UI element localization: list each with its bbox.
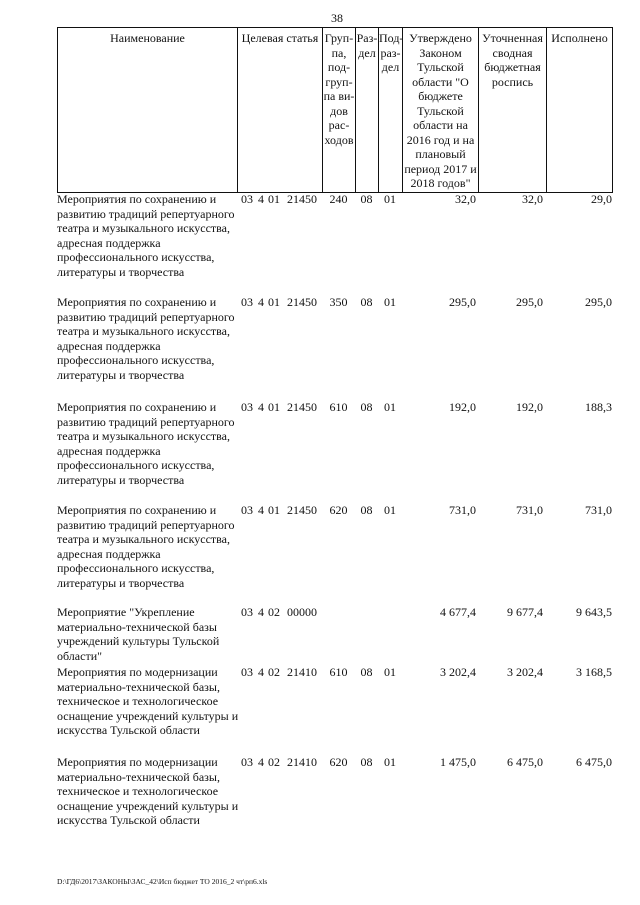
table-row [0,400,640,487]
expense-group: 350 [329,295,348,309]
approved-amount: 295,0 [449,295,476,309]
executed-amount: 9 643,5 [576,605,612,619]
section-code: 08 [360,192,373,206]
subsection-code: 01 [384,755,396,769]
header-subsection: Под- раз- дел [378,28,402,192]
approved-amount: 731,0 [449,503,476,517]
target-article-part: 4 [258,192,264,206]
approved-amount: 32,0 [455,192,476,206]
target-article-part: 01 [268,400,280,414]
footer-file-path: D:\ГД6\2017\ЗАКОНЫ\ЗАС_42\Исп бюджет ТО 2016_2 чт\рп6.xls [57,877,268,886]
target-article-part: 21450 [287,503,317,517]
target-article-part: 4 [258,755,264,769]
approved-amount: 192,0 [449,400,476,414]
approved-amount: 4 677,4 [440,605,476,619]
target-article-part: 03 [241,295,253,309]
refined-amount: 3 202,4 [507,665,543,679]
refined-amount: 9 677,4 [507,605,543,619]
table-row [0,605,640,663]
header-section: Раз- дел [355,28,378,192]
executed-amount: 731,0 [585,503,612,517]
subsection-code: 01 [384,295,396,309]
section-code: 08 [360,503,373,517]
table-row [0,295,640,382]
header-refined: Уточненная сводная бюджетная роспись [478,28,546,192]
refined-amount: 32,0 [522,192,543,206]
table-row [0,665,640,737]
executed-amount: 188,3 [585,400,612,414]
header-executed: Исполнено [546,28,612,192]
row-name: Мероприятия по сохранению и развитию традиций репертуарного театра и музыкального искусства, адресная поддержка профессионального искусства, литературы и творчества [57,503,235,590]
target-article-part: 21410 [287,755,317,769]
table-header [57,27,613,193]
subsection-code: 01 [384,503,396,517]
target-article-part: 21450 [287,400,317,414]
row-name: Мероприятие "Укрепление материально-технической базы учреждений культуры Тульской области" [57,605,220,663]
refined-amount: 295,0 [516,295,543,309]
target-article-part: 4 [258,605,264,619]
row-name: Мероприятия по сохранению и развитию традиций репертуарного театра и музыкального искусства, адресная поддержка профессионального искусства, литературы и творчества [57,295,235,382]
section-code: 08 [360,665,373,679]
target-article-part: 01 [268,503,280,517]
target-article-part: 03 [241,400,253,414]
subsection-code: 01 [384,192,396,206]
target-article-part: 03 [241,605,253,619]
row-name: Мероприятия по модернизации материально-технической базы, техническое и технологическое оснащение учреждений культуры и искусства Тульской области [57,755,239,827]
refined-amount: 6 475,0 [507,755,543,769]
executed-amount: 3 168,5 [576,665,612,679]
target-article-part: 21410 [287,665,317,679]
target-article-part: 02 [268,605,280,619]
subsection-code: 01 [384,400,396,414]
row-name: Мероприятия по сохранению и развитию традиций репертуарного театра и музыкального искусства, адресная поддержка профессионального искусства, литературы и творчества [57,400,235,487]
section-code: 08 [360,295,373,309]
page-number: 38 [331,11,343,25]
target-article-part: 4 [258,295,264,309]
subsection-code: 01 [384,665,396,679]
expense-group: 610 [329,400,348,414]
section-code: 08 [360,400,373,414]
header-target-article: Целевая статья [237,28,322,192]
expense-group: 620 [329,503,348,517]
target-article-part: 21450 [287,192,317,206]
approved-amount: 3 202,4 [440,665,476,679]
target-article-part: 21450 [287,295,317,309]
approved-amount: 1 475,0 [440,755,476,769]
target-article-part: 03 [241,503,253,517]
expense-group: 610 [329,665,348,679]
row-name: Мероприятия по модернизации материально-технической базы, техническое и технологическое оснащение учреждений культуры и искусства Тульской области [57,665,239,737]
target-article-part: 4 [258,665,264,679]
table-row [0,755,640,827]
table-row [0,192,640,279]
table-row [0,503,640,590]
target-article-part: 00000 [287,605,317,619]
executed-amount: 29,0 [591,192,612,206]
target-article-part: 02 [268,755,280,769]
target-article-part: 01 [268,295,280,309]
refined-amount: 731,0 [516,503,543,517]
row-name: Мероприятия по сохранению и развитию традиций репертуарного театра и музыкального искусства, адресная поддержка профессионального искусства, литературы и творчества [57,192,235,279]
header-name: Наименование [110,31,185,45]
target-article-part: 03 [241,665,253,679]
refined-amount: 192,0 [516,400,543,414]
expense-group: 620 [329,755,348,769]
target-article-part: 01 [268,192,280,206]
target-article-part: 02 [268,665,280,679]
executed-amount: 6 475,0 [576,755,612,769]
header-expense-group: Груп- па, под- груп- па ви- дов рас- ходов [322,28,355,192]
target-article-part: 03 [241,192,253,206]
target-article-part: 03 [241,755,253,769]
section-code: 08 [360,755,373,769]
executed-amount: 295,0 [585,295,612,309]
target-article-part: 4 [258,503,264,517]
expense-group: 240 [329,192,348,206]
header-approved: Утверждено Законом Тульской области "О бюджете Тульской области на 2016 год и на плановый период 2017 и 2018 годов" [402,28,478,192]
target-article-part: 4 [258,400,264,414]
